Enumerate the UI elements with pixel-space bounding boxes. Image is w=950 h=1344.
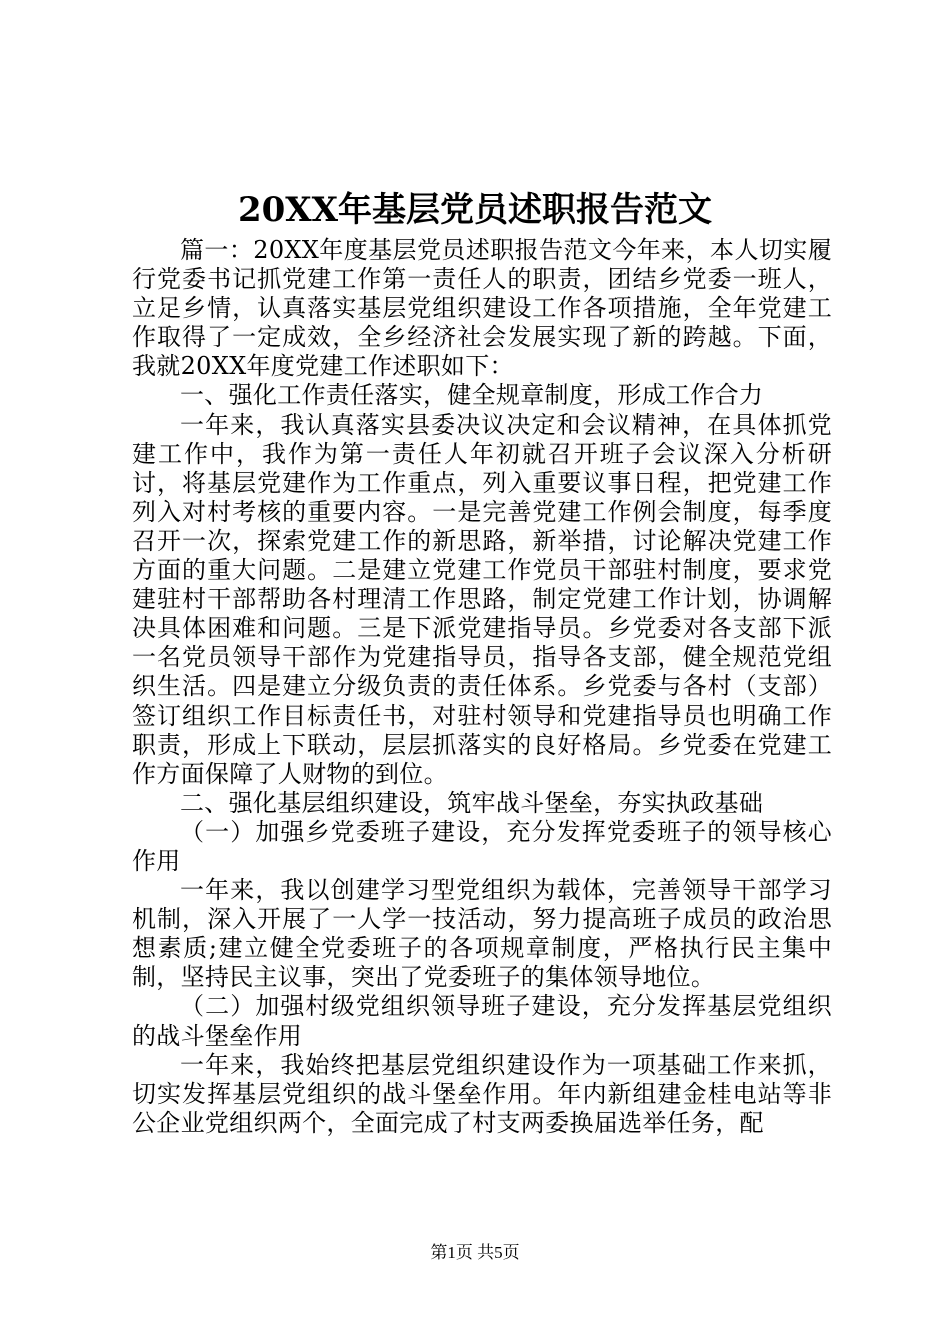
page-footer: 第1页 共5页 xyxy=(430,1243,520,1262)
document-body xyxy=(132,236,832,1138)
section-heading-1: 一、强化工作责任落实，健全规章制度，形成工作合力 xyxy=(180,381,764,410)
paragraph-subsection-1: 一年来，我以创建学习型党组织为载体，完善领导干部学习机制，深入开展了一人学一技活动，努力提高班子成员的政治思想素质;建立健全党委班子的各项规章制度，严格执行民主集中制，坚持民主议事，突出了党委班子的集体领导地位。 xyxy=(132,876,832,992)
document-title: 20XX年基层党员述职报告范文 xyxy=(237,190,713,230)
paragraph-subsection-2: 一年来，我始终把基层党组织建设作为一项基础工作来抓，切实发挥基层党组织的战斗堡垒作用。年内新组建金桂电站等非公企业党组织两个，全面完成了村支两委换届选举任务，配 xyxy=(132,1050,832,1137)
paragraph-intro: 篇一：20XX年度基层党员述职报告范文今年来，本人切实履行党委书记抓党建工作第一责任人的职责，团结乡党委一班人，立足乡情，认真落实基层党组织建设工作各项措施，全年党建工作取得了一定成效，全乡经济社会发展实现了新的跨越。下面，我就20XX年度党建工作述职如下： xyxy=(132,236,832,381)
paragraph-section-1: 一年来，我认真落实县委决议决定和会议精神，在具体抓党建工作中，我作为第一责任人年初就召开班子会议深入分析研讨，将基层党建作为工作重点，列入重要议事日程，把党建工作列入对村考核的重要内容。一是完善党建工作例会制度，每季度召开一次，探索党建工作的新思路，新举措，讨论解决党建工作方面的重大问题。二是建立党建工作党员干部驻村制度，要求党建驻村干部帮助各村理清工作思路，制定党建工作计划，协调解决具体困难和问题。三是下派党建指导员。乡党委对各支部下派一名党员领导干部作为党建指导员，指导各支部，健全规范党组织生活。四是建立分级负责的责任体系。乡党委与各村（支部）签订组织工作目标责任书，对驻村领导和党建指导员也明确工作职责，形成上下联动，层层抓落实的良好格局。乡党委在党建工作方面保障了人财物的到位。 xyxy=(132,410,832,788)
section-heading-2: 二、强化基层组织建设，筑牢战斗堡垒，夯实执政基础 xyxy=(180,788,764,817)
subsection-heading-2: （二）加强村级党组织领导班子建设，充分发挥基层党组织的战斗堡垒作用 xyxy=(132,992,832,1050)
subsection-heading-1: （一）加强乡党委班子建设，充分发挥党委班子的领导核心作用 xyxy=(132,817,832,875)
